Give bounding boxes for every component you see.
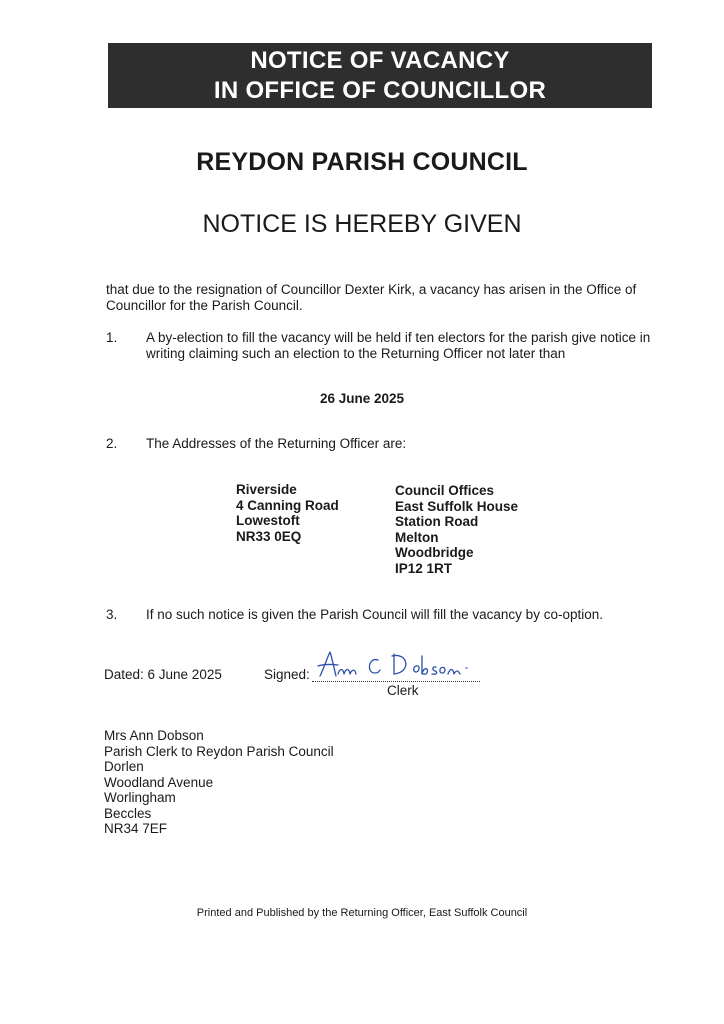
clerk-label: Clerk xyxy=(387,683,419,698)
address-riverside xyxy=(236,482,339,544)
handwritten-signature xyxy=(316,646,486,686)
address-line: IP12 1RT xyxy=(395,560,453,576)
notice-heading: NOTICE IS HEREBY GIVEN xyxy=(202,210,522,238)
address-line: 4 Canning Road xyxy=(236,497,339,513)
item-3-text: If no such notice is given the Parish Council will fill the vacancy by co-option. xyxy=(146,607,603,622)
address-line: Woodbridge xyxy=(395,545,474,560)
deadline-date: 26 June 2025 xyxy=(319,391,405,406)
address-line: NR33 0EQ xyxy=(236,528,302,544)
item-2-text: The Addresses of the Returning Officer are: xyxy=(146,436,407,451)
address-line: Riverside xyxy=(236,482,297,497)
address-line: Council Offices xyxy=(395,483,495,498)
signatory-line: Beccles xyxy=(104,805,152,821)
signatory-line: Mrs Ann Dobson xyxy=(104,728,204,743)
council-name: REYDON PARISH COUNCIL xyxy=(196,148,528,176)
item-2-number: 2. xyxy=(106,436,118,451)
address-line: East Suffolk House xyxy=(395,498,519,514)
item-1-number: 1. xyxy=(106,330,118,345)
item-1-text: A by-election to fill the vacancy will be held if ten electors for the parish give notice in writing claiming such an election to the Returning Officer not later than xyxy=(146,330,651,361)
address-council-offices xyxy=(395,483,518,576)
banner-line-1: NOTICE OF VACANCY xyxy=(250,46,510,74)
footer-imprint: Printed and Published by the Returning Officer, East Suffolk Council xyxy=(196,907,528,919)
signatory-line: Woodland Avenue xyxy=(104,774,214,790)
signatory-address xyxy=(104,728,334,837)
dated-text: Dated: 6 June 2025 xyxy=(104,667,222,682)
signed-label: Signed: xyxy=(264,667,310,682)
address-line: Lowestoft xyxy=(236,513,300,528)
address-line: Station Road xyxy=(395,514,479,529)
address-line: Melton xyxy=(395,529,439,545)
signatory-line: Worlingham xyxy=(104,790,176,805)
signatory-line: Dorlen xyxy=(104,759,144,774)
banner-line-2: IN OFFICE OF COUNCILLOR xyxy=(213,76,547,104)
intro-paragraph: that due to the resignation of Councillor Dexter Kirk, a vacancy has arisen in the Office of Councillor for the Parish Council. xyxy=(106,282,637,313)
signatory-line: NR34 7EF xyxy=(104,821,168,836)
notice-banner xyxy=(108,43,652,108)
signatory-line: Parish Clerk to Reydon Parish Council xyxy=(104,743,334,759)
item-3-number: 3. xyxy=(106,607,118,622)
